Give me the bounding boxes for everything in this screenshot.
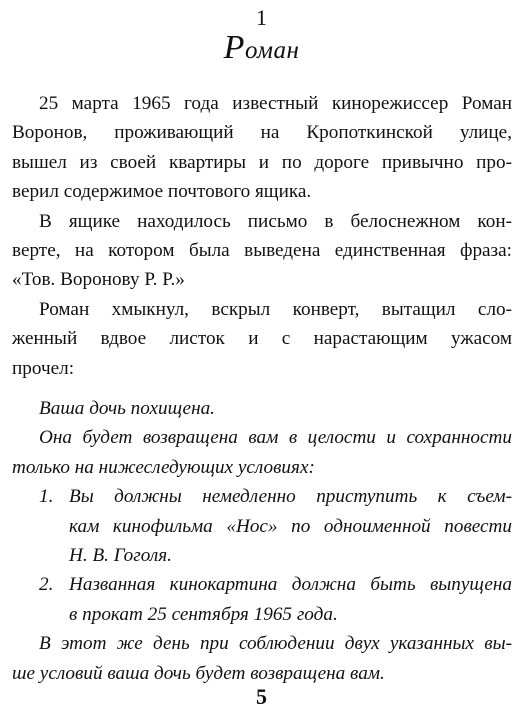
chapter-title [0, 30, 523, 69]
list-number: 2. [39, 574, 54, 596]
letter-opening: Ваша дочь похищена. [39, 398, 215, 419]
chapter-number: 1 [256, 5, 267, 30]
paragraph [12, 295, 512, 383]
text-line: Роман хмыкнул, вскрыл конверт, вытащил сло- [39, 298, 512, 320]
letter-line: кам кинофильма «Нос» по одноименной повести [69, 515, 512, 537]
letter-line: Н. В. Гоголя. [69, 545, 172, 567]
letter-line: только на нижеследующих условиях: [12, 456, 315, 478]
letter-condition-item [12, 570, 512, 629]
text-line: В ящике находилось письмо в белоснежном кон- [39, 210, 512, 232]
text-line: прочел: [12, 357, 75, 379]
chapter-title-rest: оман [244, 37, 300, 64]
text-line: верте, на котором была выведена единственная фраза: [12, 240, 512, 262]
text-line: 25 марта 1965 года известный кинорежиссер Роман [39, 93, 512, 114]
text-line: Воронов, проживающий на Кропоткинской улице, [12, 122, 512, 144]
letter-line: Вы должны немедленно приступить к съем- [69, 486, 512, 508]
text-line: верил содержимое почтового ящика. [12, 181, 312, 203]
list-number: 1. [39, 486, 54, 508]
letter-line: В этот же день при соблюдении двух указанных вы- [39, 633, 512, 655]
ransom-letter [12, 394, 512, 688]
paragraph [12, 89, 512, 207]
letter-line: в прокат 25 сентября 1965 года. [69, 603, 338, 625]
text-line: вышел из своей квартиры и по дороге привычно про- [12, 151, 512, 173]
chapter-title-initial: Р [223, 29, 245, 66]
letter-line: Она будет возвращена вам в целости и сохранности [39, 427, 512, 449]
page-number: 5 [256, 684, 267, 709]
letter-condition-item [12, 482, 512, 570]
text-line: «Тов. Воронову Р. Р.» [12, 269, 185, 291]
paragraph [12, 207, 512, 295]
narrative-text [12, 89, 512, 383]
text-line: женный вдвое листок и с нарастающим ужасом [12, 328, 512, 350]
letter-line: ше условий ваша дочь будет возвращена вам. [12, 662, 385, 684]
letter-line: Названная кинокартина должна быть выпущена [69, 574, 512, 596]
